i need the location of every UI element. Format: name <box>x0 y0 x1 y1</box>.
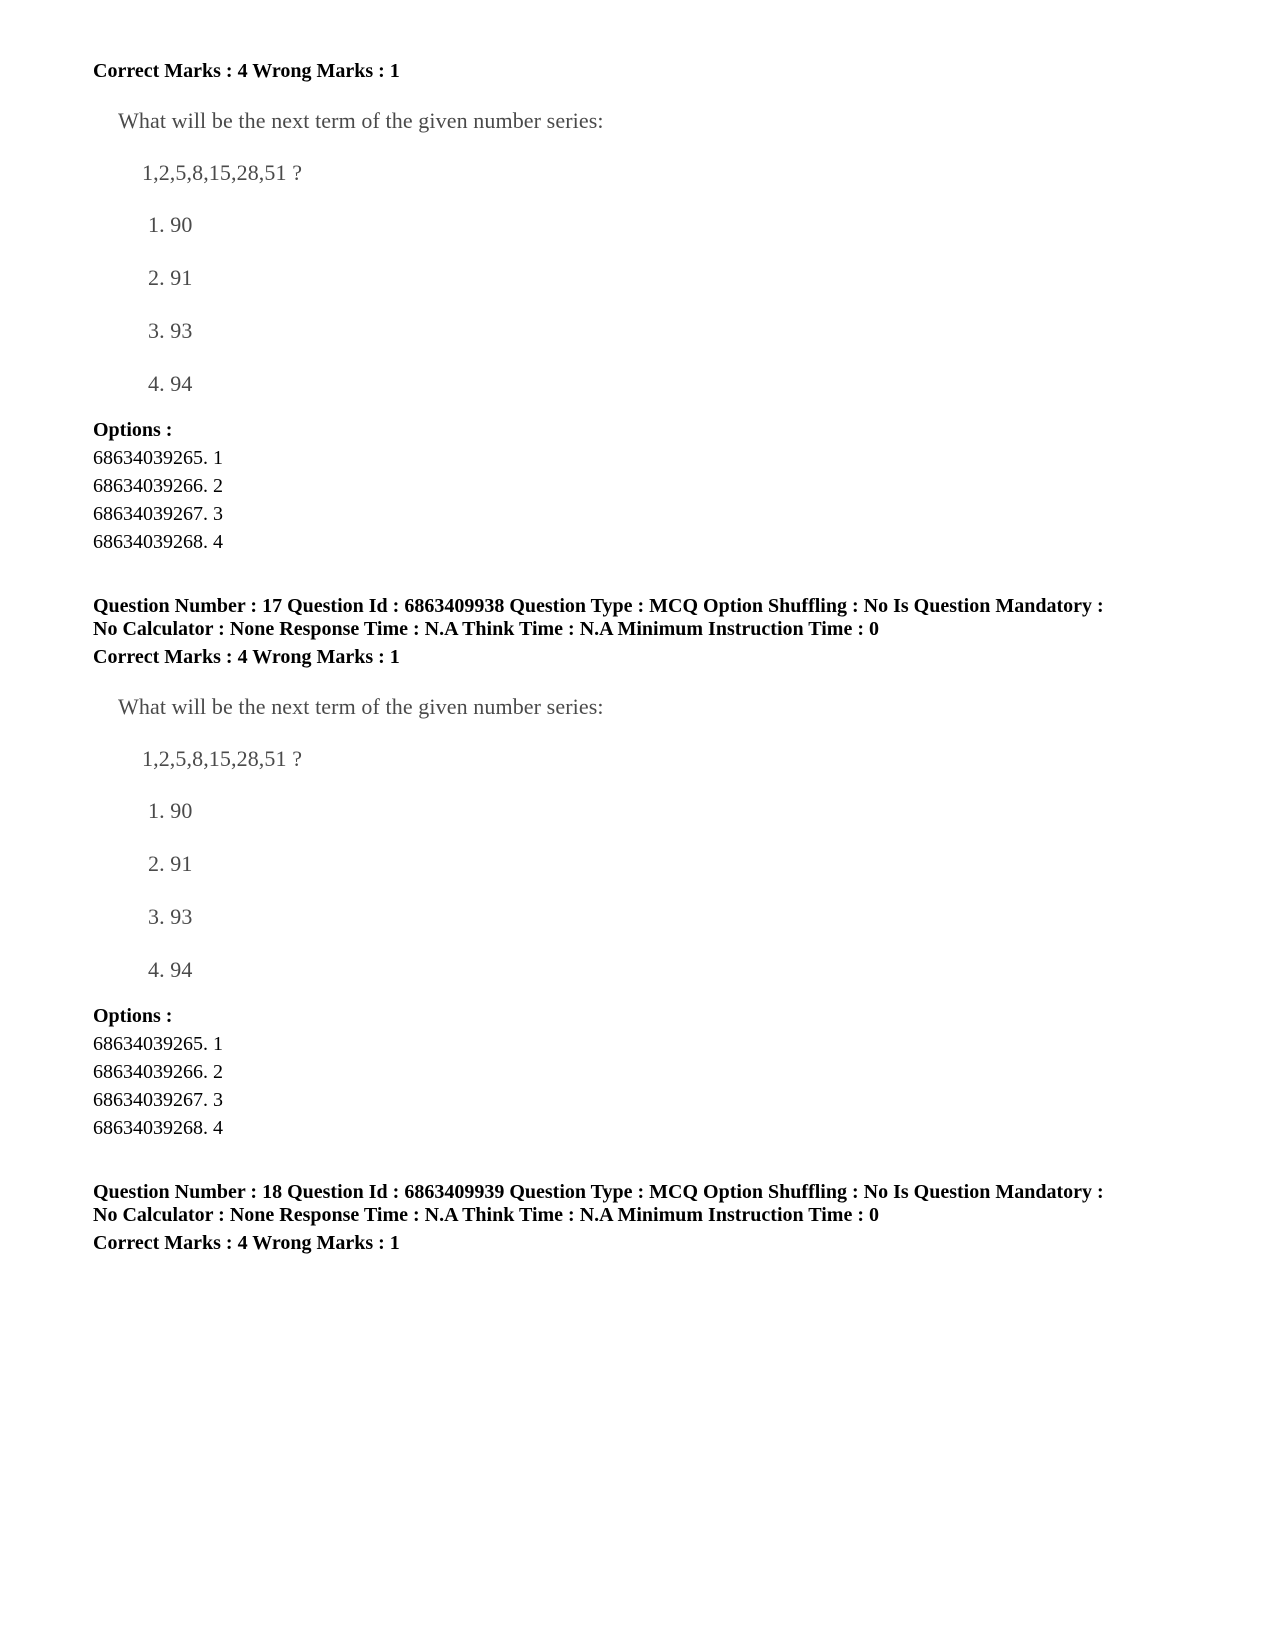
question-header-continued: No Calculator : None Response Time : N.A Think Time : N.A Minimum Instruction Time : 0 <box>93 618 879 640</box>
number-series: 1,2,5,8,15,28,51 ? <box>142 746 303 771</box>
choice-4: 4. 94 <box>148 957 193 982</box>
options-label: Options : <box>93 1005 173 1027</box>
question-stem: What will be the next term of the given number series: <box>118 694 604 719</box>
choice-2: 2. 91 <box>148 851 193 876</box>
number-series: 1,2,5,8,15,28,51 ? <box>142 160 303 185</box>
option-row: 68634039266. 2 <box>93 475 223 497</box>
marks-line: Correct Marks : 4 Wrong Marks : 1 <box>93 60 400 82</box>
choice-1: 1. 90 <box>148 798 193 823</box>
options-label: Options : <box>93 419 173 441</box>
choice-3: 3. 93 <box>148 318 193 343</box>
question-header-continued: No Calculator : None Response Time : N.A Think Time : N.A Minimum Instruction Time : 0 <box>93 1204 879 1226</box>
option-row: 68634039265. 1 <box>93 1033 223 1055</box>
option-row: 68634039266. 2 <box>93 1061 223 1083</box>
marks-line: Correct Marks : 4 Wrong Marks : 1 <box>93 1232 400 1254</box>
question-stem: What will be the next term of the given number series: <box>118 108 604 133</box>
choice-4: 4. 94 <box>148 371 193 396</box>
question-image <box>110 108 670 418</box>
question-header: Question Number : 17 Question Id : 6863409938 Question Type : MCQ Option Shuffling : No Is Question Mandatory : <box>93 595 1104 617</box>
question-header: Question Number : 18 Question Id : 6863409939 Question Type : MCQ Option Shuffling : No Is Question Mandatory : <box>93 1181 1104 1203</box>
choice-2: 2. 91 <box>148 265 193 290</box>
option-row: 68634039267. 3 <box>93 503 223 525</box>
option-row: 68634039265. 1 <box>93 447 223 469</box>
option-row: 68634039268. 4 <box>93 1117 223 1139</box>
marks-line: Correct Marks : 4 Wrong Marks : 1 <box>93 646 400 668</box>
choice-1: 1. 90 <box>148 212 193 237</box>
option-row: 68634039267. 3 <box>93 1089 223 1111</box>
question-image <box>110 694 670 1004</box>
choice-3: 3. 93 <box>148 904 193 929</box>
option-row: 68634039268. 4 <box>93 531 223 553</box>
